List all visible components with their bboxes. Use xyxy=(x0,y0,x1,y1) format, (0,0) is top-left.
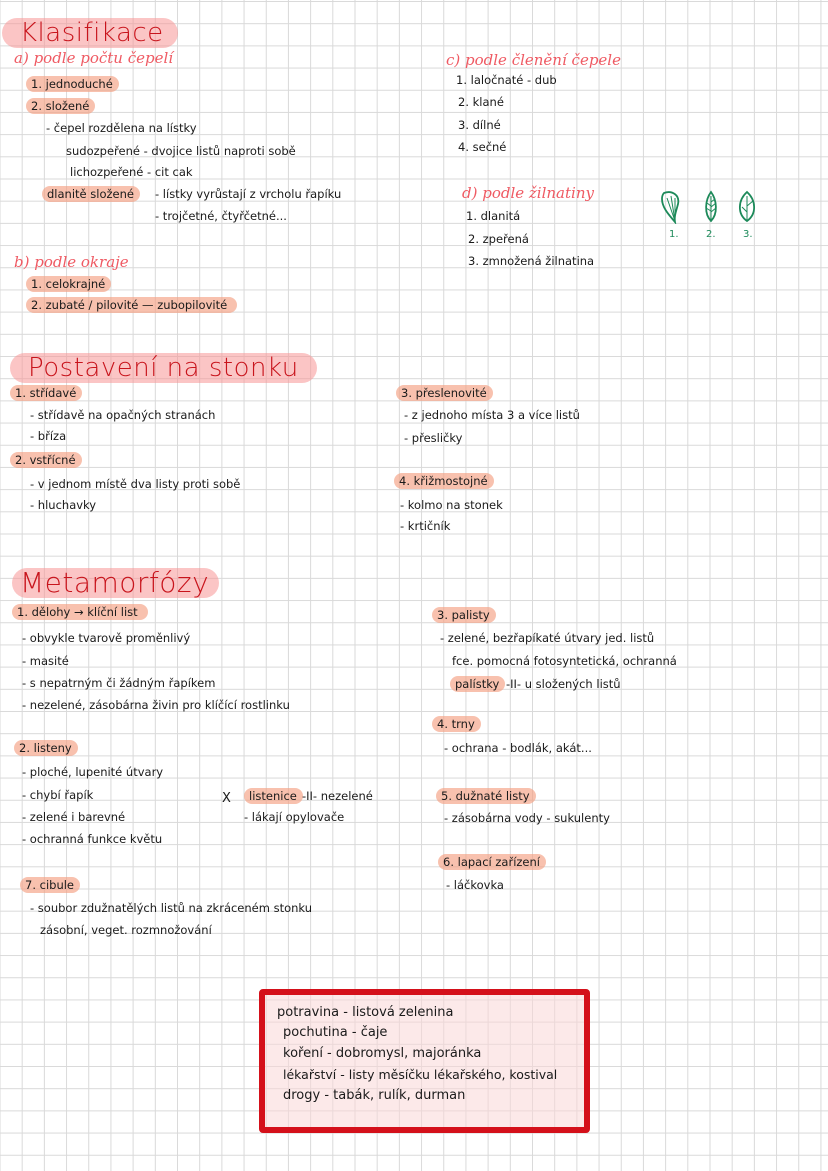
list-item: 4. sečné xyxy=(458,140,507,154)
usage-line-drogy: drogy - tabák, rulík, durman xyxy=(283,1088,466,1103)
item-trny: 4. trny xyxy=(432,716,481,732)
subheading-b: b) podle okraje xyxy=(14,253,129,271)
list-item: 3. zmnožená žilnatina xyxy=(468,254,595,268)
leaf-label: 3. xyxy=(743,229,753,240)
note: - trojčetné, čtyřčetné... xyxy=(155,209,287,223)
item-palistky: palístky xyxy=(450,676,505,692)
item-slozene: 2. složené xyxy=(26,98,95,114)
item-duznate-listy: 5. dužnaté listy xyxy=(436,788,536,804)
note: - čepel rozdělena na lístky xyxy=(46,121,197,135)
pinnate-leaf-icon xyxy=(702,190,720,224)
subheading-a: a) podle počtu čepelí xyxy=(14,49,174,67)
list-item: 2. klané xyxy=(458,95,504,109)
note: zásobní, veget. rozmnožování xyxy=(40,923,212,937)
list-item: 1. laločnaté - dub xyxy=(456,73,557,87)
note: - zásobárna vody - sukulenty xyxy=(444,811,610,825)
multiplied-venation-leaf-icon xyxy=(736,190,758,224)
note: - bříza xyxy=(30,429,67,443)
item-cibule: 7. cibule xyxy=(20,877,80,893)
note: fce. pomocná fotosyntetická, ochranná xyxy=(452,654,677,668)
item-lapaci-zarizeni: 6. lapací zařízení xyxy=(438,854,546,870)
item-delohy: 1. dělohy → klíční list xyxy=(12,604,148,620)
usage-line-potravina: potravina - listová zelenina xyxy=(277,1005,454,1020)
palmate-leaf-icon xyxy=(660,190,682,224)
note: - nezelené, zásobárna živin pro klíčící rostlinku xyxy=(22,698,290,712)
note: - masité xyxy=(22,654,69,668)
subheading-c: c) podle členění čepele xyxy=(446,51,621,69)
note: sudozpeřené - dvojice listů naproti sobě xyxy=(66,144,296,158)
note: - střídavě na opačných stranách xyxy=(30,408,216,422)
note: - obvykle tvarově proměnlivý xyxy=(22,631,191,645)
note: - s nepatrným či žádným řapíkem xyxy=(22,676,216,690)
note: - ploché, lupenité útvary xyxy=(22,765,164,779)
note: - přesličky xyxy=(404,431,463,445)
note: - hluchavky xyxy=(30,498,97,512)
leaf-label: 2. xyxy=(706,229,716,240)
contrast-x-mark: X xyxy=(222,791,231,806)
item-stridave: 1. střídavé xyxy=(10,385,82,401)
item-jednoduche: 1. jednoduché xyxy=(26,76,119,92)
item-krizmostojne: 4. křižmostojné xyxy=(394,473,494,489)
usage-line-lekarstvi: lékařství - listy měsíčku lékařského, kostival xyxy=(283,1067,558,1082)
note: - krtičník xyxy=(400,519,451,533)
item-palisty: 3. palisty xyxy=(432,607,496,623)
usage-line-pochutina: pochutina - čaje xyxy=(283,1025,388,1040)
note: - lákají opylovače xyxy=(244,810,345,824)
note: lichozpeřené - cit cak xyxy=(70,165,193,179)
note: -II- nezelené xyxy=(302,789,373,803)
section-title-klasifikace: Klasifikace xyxy=(2,18,178,48)
section-title-metamorfozy: Metamorfózy xyxy=(12,568,219,598)
subheading-d: d) podle žilnatiny xyxy=(462,184,594,202)
list-item: 2. zpeřená xyxy=(468,232,529,246)
note: - zelené i barevné xyxy=(22,810,126,824)
list-item: 1. dlanitá xyxy=(466,209,521,223)
usage-box xyxy=(259,989,590,1133)
note: - kolmo na stonek xyxy=(400,498,503,512)
note: - ochrana - bodlák, akát... xyxy=(444,741,592,755)
section-title-postaveni: Postavení na stonku xyxy=(10,353,317,383)
list-item: 3. dílné xyxy=(458,118,501,132)
note: -II- u složených listů xyxy=(506,677,621,691)
leaf-label: 1. xyxy=(669,229,679,240)
note: - zelené, bezřapíkaté útvary jed. listů xyxy=(440,631,655,645)
note: - v jednom místě dva listy proti sobě xyxy=(30,477,241,491)
note: - lístky vyrůstají z vrcholu řapíku xyxy=(155,187,342,201)
note: - z jednoho místa 3 a více listů xyxy=(404,408,580,422)
item-zubate: 2. zubaté / pilovité — zubopilovité xyxy=(26,297,237,313)
item-dlanite-slozene: dlanitě složené xyxy=(42,186,140,202)
usage-line-koreni: koření - dobromysl, majoránka xyxy=(283,1046,482,1061)
note: - soubor zdužnatělých listů na zkráceném stonku xyxy=(30,901,313,915)
note: - láčkovka xyxy=(446,878,504,892)
item-preslenovite: 3. přeslenovité xyxy=(396,385,493,401)
item-celokrajne: 1. celokrajné xyxy=(26,276,111,292)
note: - ochranná funkce květu xyxy=(22,832,163,846)
item-vstricne: 2. vstřícné xyxy=(10,452,82,468)
item-listeny: 2. listeny xyxy=(14,740,78,756)
note: - chybí řapík xyxy=(22,788,94,802)
item-listenice: listenice xyxy=(244,788,303,804)
